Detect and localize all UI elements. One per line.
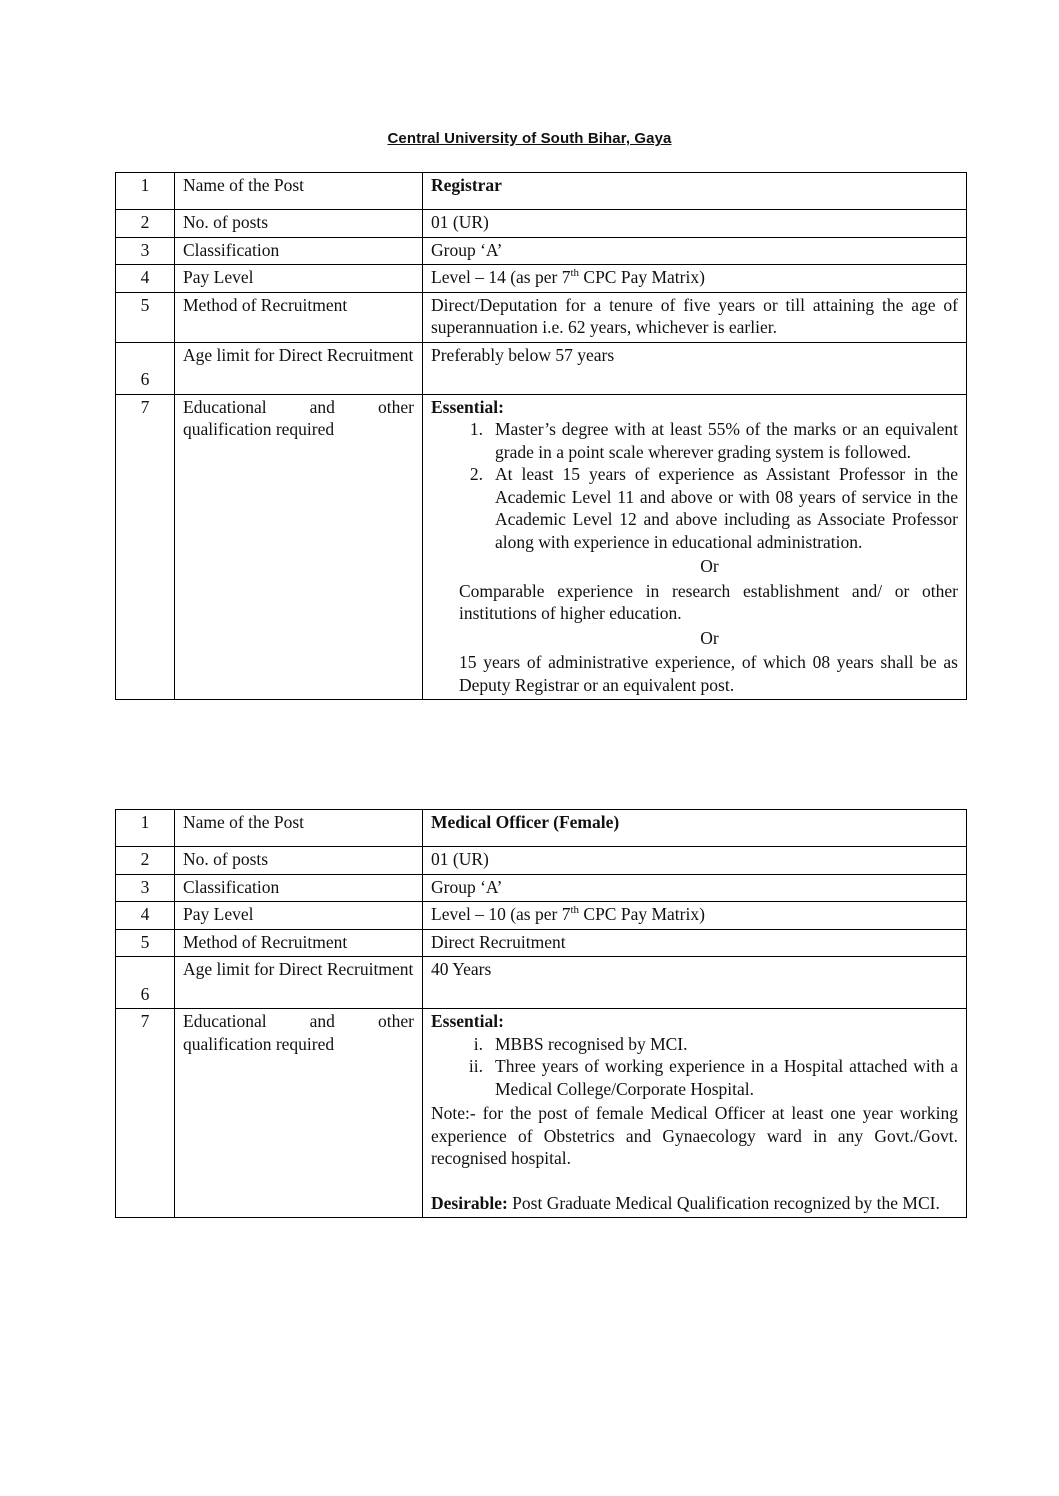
- list-marker: 2.: [469, 464, 483, 484]
- essential-list: [431, 418, 958, 553]
- education-label-line1: [183, 1010, 414, 1033]
- superscript: th: [570, 267, 580, 280]
- spacer: [431, 1170, 958, 1192]
- list-item: [431, 1055, 958, 1100]
- row-label: Pay Level: [175, 265, 423, 293]
- list-text: At least 15 years of experience as Assistant Professor in the Academic Level 11 and above or with 08 years of service in the Academic Level 12 and above including as Associate Professor along with experience in educational administration.: [495, 464, 958, 552]
- document-title: Central University of South Bihar, Gaya: [387, 130, 672, 147]
- desirable-heading: Desirable:: [431, 1192, 508, 1213]
- row-label: No. of posts: [175, 847, 423, 875]
- list-item: [431, 463, 958, 553]
- essential-heading: Essential:: [431, 396, 504, 417]
- row-value: Group ‘A’: [423, 237, 967, 265]
- row-number: 3: [116, 237, 175, 265]
- row-value: 01 (UR): [423, 847, 967, 875]
- row-value: Group ‘A’: [423, 874, 967, 902]
- list-text: Master’s degree with at least 55% of the marks or an equivalent grade in a point scale wherever grading system is followed.: [495, 419, 958, 462]
- list-marker: 1.: [469, 419, 483, 439]
- essential-list: [431, 1033, 958, 1101]
- superscript: th: [570, 904, 580, 917]
- pay-level-text: Level – 14 (as per 7: [431, 267, 571, 287]
- row-label: Classification: [175, 874, 423, 902]
- table-row: [116, 874, 967, 902]
- table-row: [116, 957, 967, 1009]
- row-label: Name of the Post: [175, 173, 423, 210]
- desirable-text: Post Graduate Medical Qualification recognized by the MCI.: [507, 1192, 940, 1213]
- education-value: [423, 394, 967, 700]
- row-number: 1: [116, 173, 175, 210]
- row-number: 1: [116, 810, 175, 847]
- row-label: Pay Level: [175, 902, 423, 930]
- row-number: 6: [116, 342, 175, 394]
- label-word: other: [378, 396, 414, 417]
- row-value: Direct/Deputation for a tenure of five years or till attaining the age of superannuation i.e. 62 years, whichever is earlier.: [423, 292, 967, 342]
- row-number: 2: [116, 847, 175, 875]
- education-label-line2: qualification required: [183, 419, 335, 439]
- note-text: Note:- for the post of female Medical Officer at least one year working experience of Obstetrics and Gynaecology ward in any Govt./Govt. recognised hospital.: [431, 1103, 958, 1168]
- desirable-qualification: [431, 1192, 958, 1215]
- list-text: MBBS recognised by MCI.: [495, 1033, 688, 1054]
- row-number: 5: [116, 292, 175, 342]
- row-number: 6: [116, 957, 175, 1009]
- table-row: [116, 342, 967, 394]
- list-item: [431, 418, 958, 463]
- education-label-line1: [183, 396, 414, 419]
- post-table-registrar: [115, 172, 967, 700]
- row-value: [423, 902, 967, 930]
- label-word: and: [309, 396, 335, 417]
- table-row: [116, 265, 967, 293]
- row-label: Age limit for Direct Recruitment: [175, 342, 423, 394]
- list-marker: i.: [473, 1033, 483, 1054]
- row-label: Name of the Post: [175, 810, 423, 847]
- label-word: Educational: [183, 1011, 267, 1031]
- list-marker: ii.: [468, 1056, 483, 1076]
- table-row: [116, 847, 967, 875]
- row-number: 5: [116, 929, 175, 957]
- table-row: [116, 902, 967, 930]
- row-number: 4: [116, 902, 175, 930]
- table-row: [116, 292, 967, 342]
- row-label: [175, 394, 423, 700]
- row-label: Method of Recruitment: [175, 292, 423, 342]
- alternative-qualification: 15 years of administrative experience, of which 08 years shall be as Deputy Registrar or an equivalent post.: [459, 652, 958, 695]
- or-separator: Or: [700, 627, 719, 648]
- label-word: other: [378, 1011, 414, 1031]
- education-value: [423, 1009, 967, 1218]
- row-value: [423, 265, 967, 293]
- row-number: 3: [116, 874, 175, 902]
- post-name: Registrar: [423, 173, 967, 210]
- row-label: No. of posts: [175, 210, 423, 238]
- row-label: [175, 1009, 423, 1218]
- label-word: Educational: [183, 396, 267, 417]
- label-word: and: [309, 1011, 335, 1031]
- row-number: 2: [116, 210, 175, 238]
- row-value: 40 Years: [423, 957, 967, 1009]
- education-label-line2: qualification required: [183, 1033, 335, 1054]
- post-name: Medical Officer (Female): [423, 810, 967, 847]
- row-label: Method of Recruitment: [175, 929, 423, 957]
- table-row: [116, 173, 967, 210]
- or-separator: Or: [700, 556, 719, 576]
- essential-heading: Essential:: [431, 1011, 504, 1031]
- row-label: Classification: [175, 237, 423, 265]
- table-row: [116, 1009, 967, 1218]
- pay-level-text-end: CPC Pay Matrix): [579, 267, 705, 287]
- row-number: 4: [116, 265, 175, 293]
- list-item: [431, 1033, 958, 1056]
- table-row: [116, 394, 967, 700]
- table-row: [116, 210, 967, 238]
- table-row: [116, 929, 967, 957]
- row-number: 7: [116, 394, 175, 700]
- pay-level-text-end: CPC Pay Matrix): [579, 904, 705, 924]
- row-label: Age limit for Direct Recruitment: [175, 957, 423, 1009]
- table-row: [116, 237, 967, 265]
- list-text: Three years of working experience in a Hospital attached with a Medical College/Corporate Hospital.: [495, 1056, 958, 1099]
- row-value: Direct Recruitment: [423, 929, 967, 957]
- row-number: 7: [116, 1009, 175, 1218]
- table-row: [116, 810, 967, 847]
- pay-level-text: Level – 10 (as per 7: [431, 904, 571, 924]
- alternative-qualification: Comparable experience in research establishment and/ or other institutions of higher education.: [459, 580, 958, 623]
- row-value: 01 (UR): [423, 210, 967, 238]
- post-table-medical-officer: [115, 809, 967, 1218]
- row-value: Preferably below 57 years: [423, 342, 967, 394]
